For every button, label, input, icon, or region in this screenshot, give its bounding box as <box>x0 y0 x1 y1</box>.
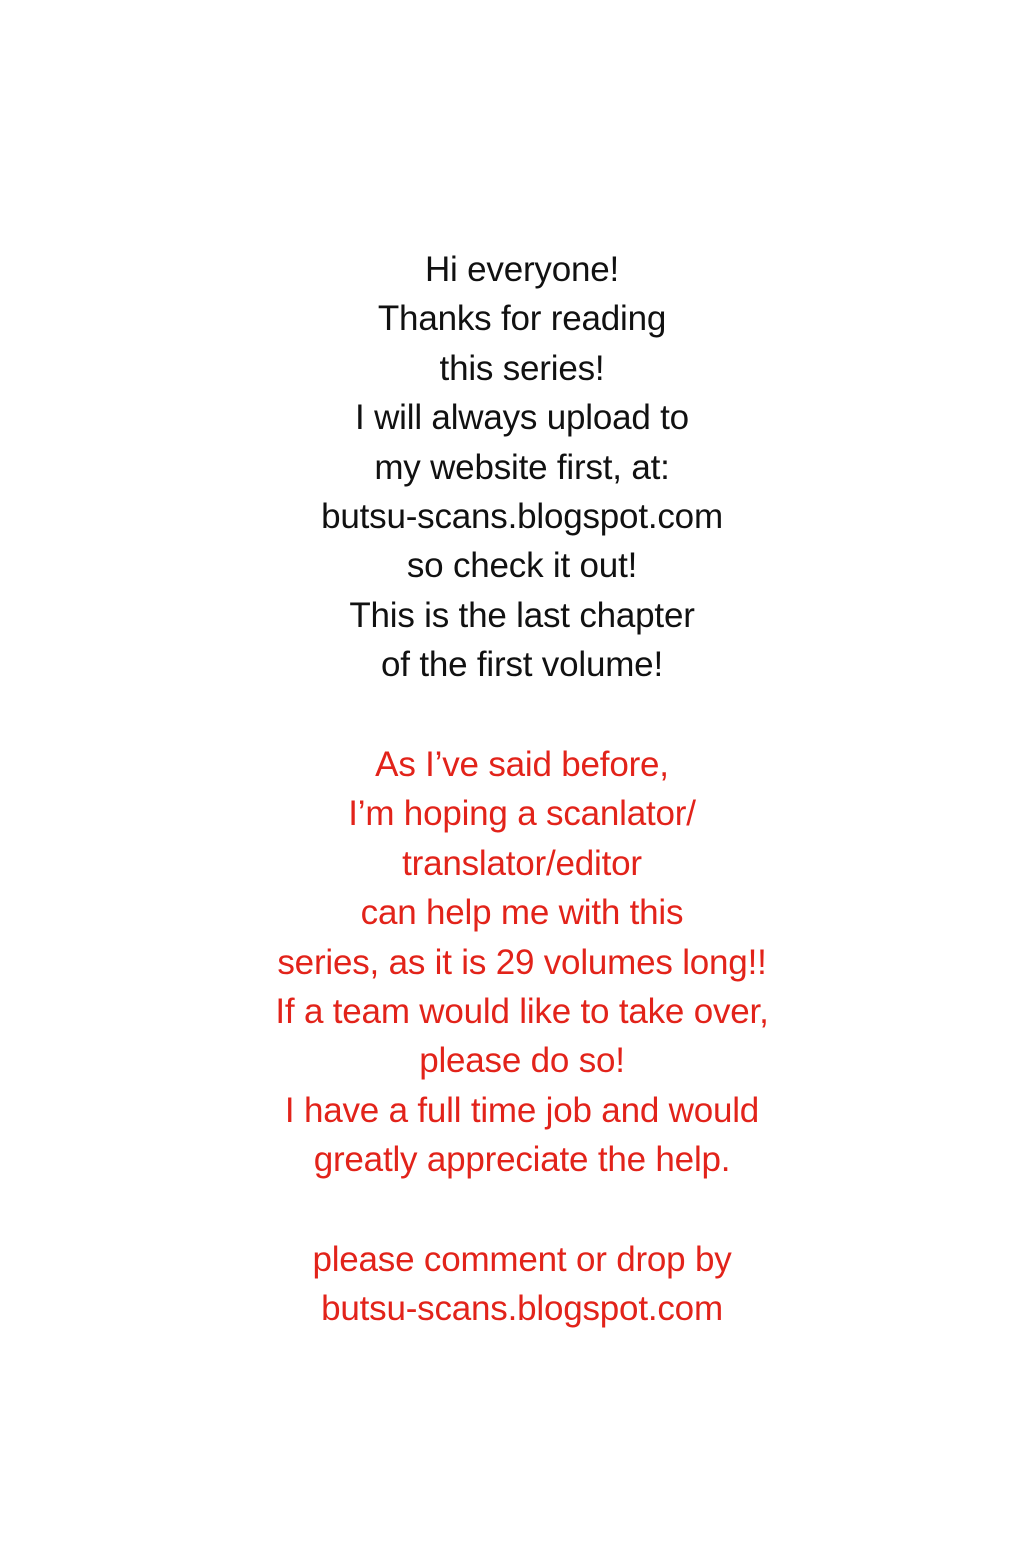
request-line: As I’ve said before, <box>375 745 669 784</box>
intro-message <box>0 245 1024 690</box>
intro-line: Hi everyone! <box>424 250 620 289</box>
closing-message <box>0 1235 1024 1334</box>
website-address: butsu-scans.blogspot.com <box>321 497 723 537</box>
intro-line: of the first volume! <box>381 645 663 685</box>
request-line: translator/editor <box>402 843 642 883</box>
closing-line: please comment or drop by <box>312 1240 732 1279</box>
help-request-message <box>0 740 1024 1185</box>
request-line: greatly appreciate the help. <box>313 1140 731 1180</box>
intro-line: I will always upload to <box>355 398 689 438</box>
request-line: can help me with this <box>360 893 684 933</box>
intro-line: so check it out! <box>406 546 638 586</box>
website-address: butsu-scans.blogspot.com <box>321 1289 723 1329</box>
request-line: I have a full time job and would <box>284 1090 760 1130</box>
request-line: please do so! <box>419 1041 625 1081</box>
intro-line: this series! <box>439 348 605 388</box>
request-line: series, as it is 29 volumes long!! <box>277 942 767 982</box>
request-line: I’m hoping a scanlator/ <box>348 794 696 834</box>
request-line: If a team would like to take over, <box>275 992 769 1032</box>
intro-line: Thanks for reading <box>377 299 667 339</box>
intro-line: my website first, at: <box>374 447 670 487</box>
intro-line: This is the last chapter <box>349 595 695 635</box>
